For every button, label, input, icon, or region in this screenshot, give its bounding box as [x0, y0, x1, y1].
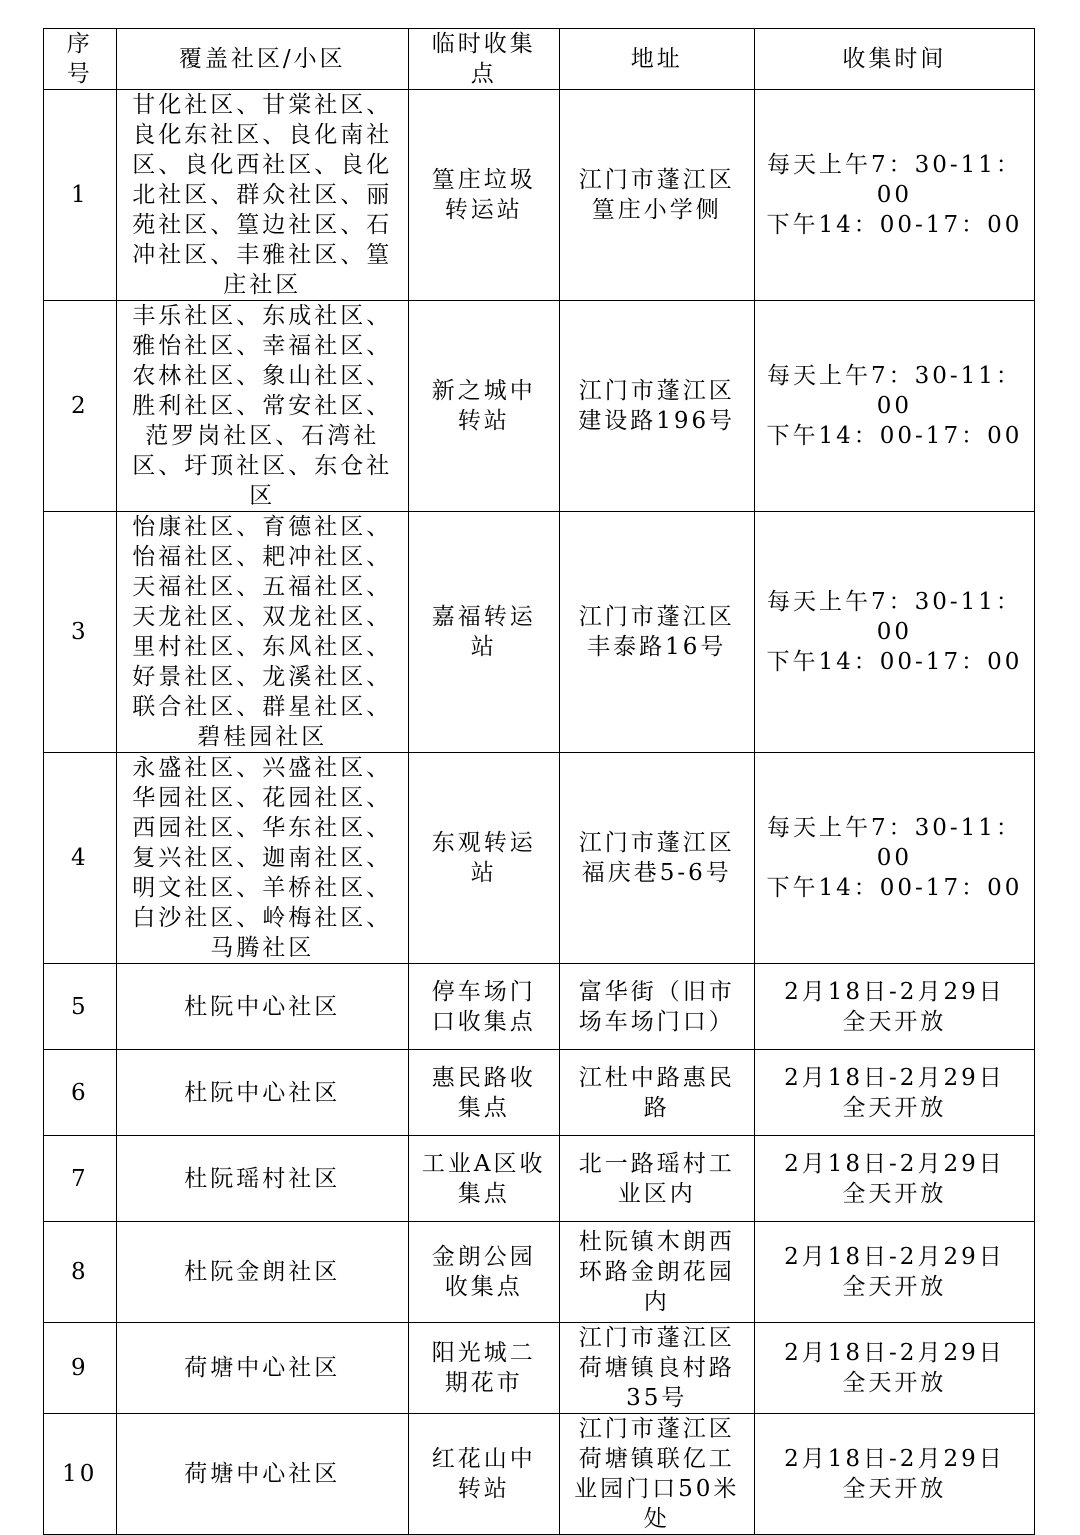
row-collection-point: 嘉福转运站: [408, 512, 559, 753]
header-time: 收集时间: [754, 29, 1034, 90]
time-line-1: 2月18日-2月29日: [784, 1150, 1005, 1177]
row-collection-point: 惠民路收集点: [408, 1050, 559, 1136]
row-address: 江门市蓬江区建设路196号: [559, 301, 754, 512]
row-communities: 杜阮中心社区: [116, 964, 408, 1050]
time-line-1: 每天上午7：30-11：00: [766, 363, 1022, 419]
header-address: 地址: [559, 29, 754, 90]
row-collection-time: [754, 1136, 1034, 1222]
table-row: [44, 301, 1035, 512]
row-number: 7: [44, 1136, 117, 1222]
row-collection-point: 阳光城二期花市: [408, 1323, 559, 1414]
collection-points-table: [43, 28, 1035, 1535]
time-line-2: 下午14：00-17：00: [766, 875, 1023, 901]
table-row: [44, 1222, 1035, 1323]
row-address: 北一路瑶村工业区内: [559, 1136, 754, 1222]
table-row: [44, 90, 1035, 301]
row-collection-point: 东观转运站: [408, 753, 559, 964]
time-line-1: 每天上午7：30-11：00: [766, 589, 1022, 645]
table-row: [44, 753, 1035, 964]
row-collection-point: 新之城中转站: [408, 301, 559, 512]
time-line-2: 下午14：00-17：00: [766, 423, 1023, 449]
row-collection-point: 红花山中转站: [408, 1414, 559, 1535]
row-address: 江门市蓬江区荷塘镇良村路35号: [559, 1323, 754, 1414]
time-line-1: 每天上午7：30-11：00: [766, 815, 1022, 871]
row-number: 2: [44, 301, 117, 512]
row-collection-time: [754, 1050, 1034, 1136]
time-line-2: 全天开放: [842, 1370, 947, 1396]
table-row: [44, 1136, 1035, 1222]
time-line-2: 下午14：00-17：00: [766, 649, 1023, 675]
table-row: [44, 512, 1035, 753]
time-line-1: 2月18日-2月29日: [784, 978, 1005, 1005]
row-collection-point: 停车场门口收集点: [408, 964, 559, 1050]
row-address: 江门市蓬江区荷塘镇联亿工业园门口50米处: [559, 1414, 754, 1535]
header-no: 序号: [44, 29, 117, 90]
row-collection-time: [754, 1222, 1034, 1323]
row-address: 江门市蓬江区篁庄小学侧: [559, 90, 754, 301]
row-communities: 杜阮中心社区: [116, 1050, 408, 1136]
time-line-2: 全天开放: [842, 1094, 947, 1121]
row-collection-point: 工业A区收集点: [408, 1136, 559, 1222]
row-number: 1: [44, 90, 117, 301]
time-line-1: 每天上午7：30-11：00: [766, 152, 1022, 208]
row-communities: 怡康社区、育德社区、怡福社区、耙冲社区、天福社区、五福社区、天龙社区、双龙社区、里村社区、东风社区、好景社区、龙溪社区、联合社区、群星社区、碧桂园社区: [116, 512, 408, 753]
time-line-1: 2月18日-2月29日: [784, 1064, 1005, 1091]
row-communities: 荷塘中心社区: [116, 1414, 408, 1535]
row-address: 杜阮镇木朗西环路金朗花园内: [559, 1222, 754, 1323]
table-row: [44, 1323, 1035, 1414]
row-collection-time: [754, 301, 1034, 512]
table-row: [44, 1050, 1035, 1136]
row-communities: 杜阮瑶村社区: [116, 1136, 408, 1222]
time-line-2: 全天开放: [842, 1008, 947, 1035]
time-line-2: 全天开放: [842, 1274, 947, 1300]
row-communities: 丰乐社区、东成社区、雅怡社区、幸福社区、农林社区、象山社区、胜利社区、常安社区、范罗岗社区、石湾社区、圩顶社区、东仓社区: [116, 301, 408, 512]
row-number: 6: [44, 1050, 117, 1136]
time-line-2: 下午14：00-17：00: [766, 212, 1023, 238]
row-address: 富华街（旧市场车场门口）: [559, 964, 754, 1050]
row-number: 5: [44, 964, 117, 1050]
row-collection-time: [754, 1323, 1034, 1414]
header-communities: 覆盖社区/小区: [116, 29, 408, 90]
header-row: [44, 29, 1035, 90]
table-row: [44, 964, 1035, 1050]
row-address: 江门市蓬江区福庆巷5-6号: [559, 753, 754, 964]
row-collection-point: 篁庄垃圾转运站: [408, 90, 559, 301]
row-number: 9: [44, 1323, 117, 1414]
header-point: 临时收集点: [408, 29, 559, 90]
row-collection-time: [754, 90, 1034, 301]
table-row: [44, 1414, 1035, 1535]
row-communities: 荷塘中心社区: [116, 1323, 408, 1414]
row-collection-time: [754, 512, 1034, 753]
row-number: 10: [44, 1414, 117, 1535]
row-collection-point: 金朗公园收集点: [408, 1222, 559, 1323]
row-communities: 甘化社区、甘棠社区、良化东社区、良化南社区、良化西社区、良化北社区、群众社区、丽苑社区、篁边社区、石冲社区、丰雅社区、篁庄社区: [116, 90, 408, 301]
row-communities: 永盛社区、兴盛社区、华园社区、花园社区、西园社区、华东社区、复兴社区、迦南社区、明文社区、羊桥社区、白沙社区、岭梅社区、马腾社区: [116, 753, 408, 964]
row-number: 8: [44, 1222, 117, 1323]
time-line-2: 全天开放: [842, 1180, 947, 1207]
row-communities: 杜阮金朗社区: [116, 1222, 408, 1323]
time-line-1: 2月18日-2月29日: [784, 1446, 1005, 1472]
time-line-2: 全天开放: [842, 1476, 947, 1502]
time-line-1: 2月18日-2月29日: [784, 1340, 1005, 1366]
row-number: 3: [44, 512, 117, 753]
row-collection-time: [754, 964, 1034, 1050]
time-line-1: 2月18日-2月29日: [784, 1244, 1005, 1270]
row-collection-time: [754, 753, 1034, 964]
row-collection-time: [754, 1414, 1034, 1535]
row-address: 江门市蓬江区丰泰路16号: [559, 512, 754, 753]
row-address: 江杜中路惠民路: [559, 1050, 754, 1136]
row-number: 4: [44, 753, 117, 964]
